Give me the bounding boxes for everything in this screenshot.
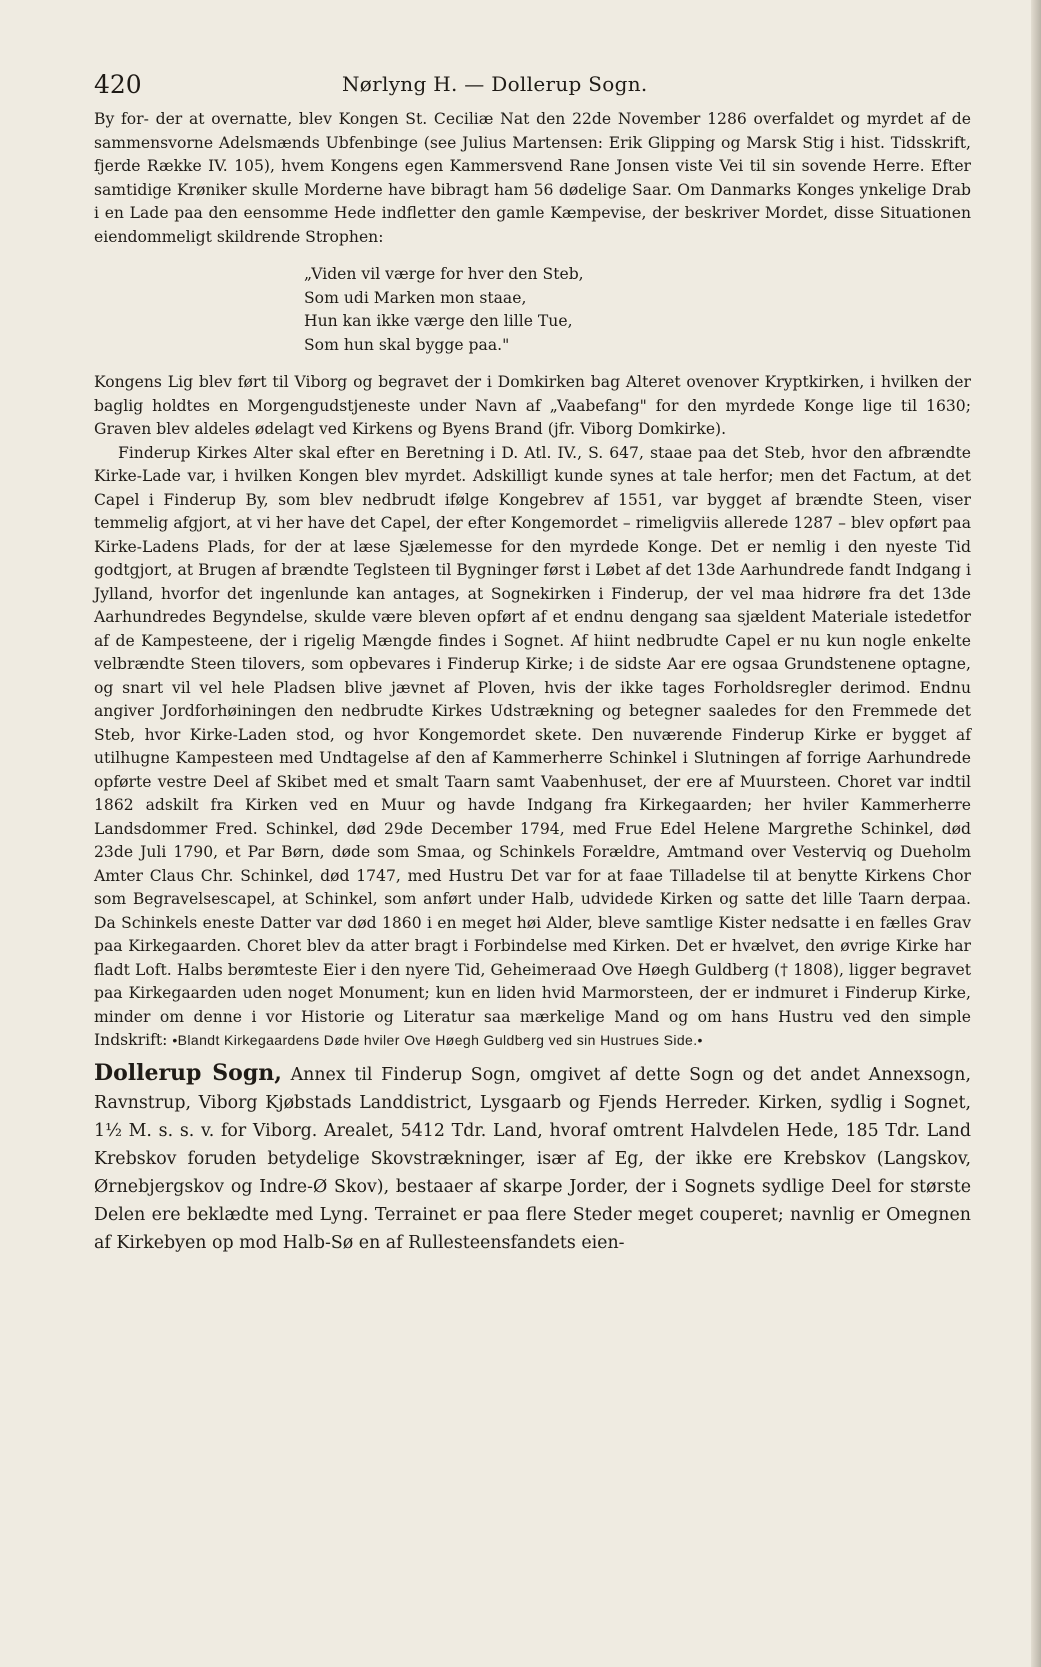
memorial-inscription-text: Blandt Kirkegaardens Døde hviler Ove Høegh Guldberg ved sin Hustrues Side. (177, 1032, 698, 1048)
body-text (94, 108, 971, 1053)
ballad-line: Som udi Marken mon staae, (304, 288, 527, 307)
dollerup-parish-entry (94, 1059, 971, 1257)
section-title: Dollerup Sogn, (94, 1059, 282, 1086)
page-number: 420 (94, 70, 142, 99)
running-head: Nørlyng H. — Dollerup Sogn. (342, 72, 648, 96)
dollerup-parish-text: Annex til Finderup Sogn, omgivet af dette Sogn og det andet Annexsogn, Ravnstrup, Viborg Kjøbstads Landdistrict, Lysgaarb og Fjends Herreder. Kirken, sydlig i Sognet, 1½ M. s. s. v. for Viborg. Arealet, 5412 Tdr. Land, hvoraf omtrent Halvdelen Hede, 185 Tdr. Land Krebskov foruden betydelige Skovstrækninger, især af Eg, der ikke ere Krebskov (Langskov, Ørnebjergskov og Indre-Ø Skov), bestaaer af skarpe Jorder, der i Sognets sydlige Deel for største Delen ere beklædte med Lyng. Terrainet er paa flere Steder meget couperet; navnlig er Omegnen af Kirkebyen op mod Halb-Sø en af Rullesteensfandets eien- (94, 1064, 971, 1253)
finderup-church-text: Finderup Kirkes Alter skal efter en Beretning i D. Atl. IV., S. 647, staae paa det Steb, hvor den afbrændte Kirke-Lade var, i hvilken Kongen blev myrdet. Adskilligt kunde synes at tale herfor; men det Factum, at det Capel i Finderup By, som blev nedbrudt ifølge Kongebrev af 1551, var bygget af brændte Steen, viser temmelig afgjort, at vi her have det Capel, der efter Kongemordet – rimeligviis allerede 1287 – blev opført paa Kirke-Ladens Plads, for der at læse Sjælemesse for den myrdede Konge. Det er nemlig i den nyeste Tid godtgjort, at Brugen af brændte Teglsteen til Bygninger først i Løbet af det 13de Aarhundrede fandt Indgang i Jylland, hvorfor det ingenlunde kan antages, at Sognekirken i Finderup, der vel maa hidrøre fra det 13de Aarhundredes Begyndelse, skulde være bleven opført af et endnu dengang saa sjældent Materiale istedetfor af de Kampesteene, der i rigelig Mængde findes i Sognet. Af hiint nedbrudte Capel er nu kun nogle enkelte velbrændte Steen tilovers, som opbevares i Finderup Kirke; i de sidste Aar ere ogsaa Grundstenene optagne, og snart vil vel hele Pladsen blive jævnet af Ploven, hvis der ikke tages Forholdsregler derimod. Endnu angiver Jordforhøiningen den nedbrudte Kirkes Udstrækning og betegner saaledes for den Fremmede det Steb, hvor Kirke-Laden stod, og hvor Kongemordet skete. Den nuværende Finderup Kirke er bygget af utilhugne Kampesteen med Undtagelse af den af Kammerherre Schinkel i Slutningen af forrige Aarhundrede opførte vestre Deel af Skibet med et smalt Taarn samt Vaabenhuset, der ere af Muursteen. Choret var indtil 1862 adskilt fra Kirken ved en Muur og havde Indgang fra Kirkegaarden; her hviler Kammerherre Landsdommer Fred. Schinkel, død 29de December 1794, med Frue Edel Helene Margrethe Schinkel, død 23de Juli 1790, et Par Børn, døde som Smaa, og Schinkels Forældre, Amtmand over Vesterviq og Dueholm Amter Claus Chr. Schinkel, død 1747, med Hustru Det var for at faae Tilladelse til at benytte Kirkens Chor som Begravelsescapel, at Schinkel, som anført under Halb, udvidede Kirken og satte det lille Taarn derpaa. Da Schinkels eneste Datter var død 1860 i en meget høi Alder, bleve samtlige Kister nedsatte i en fælles Grav paa Kirkegaarden. Choret blev da atter bragt i Forbindelse med Kirken. Det er hvælvet, den øvrige Kirke har fladt Loft. Halbs berømteste Eier i den nyere Tid, Geheimeraad Ove Høegh Guldberg († 1808), ligger begravet paa Kirkegaarden uden noget Monument; kun en liden hvid Marmorsteen, der er indmuret i Finderup Kirke, minder om denne i vor Historie og Literatur saa mærkelige Mand og om hans Hustru ved den simple Indskrift: (94, 443, 971, 1049)
page-edge-shadow (1031, 0, 1041, 1667)
ballad-line: Som hun skal bygge paa." (304, 335, 510, 354)
ballad-line: „Viden vil værge for hver den Steb, (304, 265, 584, 283)
ballad-stanza (304, 263, 971, 357)
paragraph-murder-account: By for- der at overnatte, blev Kongen St. Ceciliæ Nat den 22de November 1286 overfaldet og myrdet af de sammensvorne Adelsmænds Ubfenbinge (see Julius Martensen: Erik Glipping og Marsk Stig i hist. Tidsskrift, fjerde Række IV. 105), hvem Kongens egen Kammersvend Rane Jonsen viste Vei til sin sovende Herre. Efter samtidige Krøniker skulle Morderne have bibragt ham 56 dødelige Saar. Om Danmarks Konges ynkelige Drab i en Lade paa den eensomme Hede indfletter den gamle Kæmpevise, der beskriver Mordet, disse Situationen eiendommeligt skildrende Strophen: (94, 110, 971, 246)
ballad-line: Hun kan ikke værge den lille Tue, (304, 312, 573, 330)
page-header (94, 70, 971, 108)
paragraph-finderup-church (94, 442, 971, 1053)
paragraph-burial: Kongens Lig blev ført til Viborg og begravet der i Domkirken bag Alteret ovenover Kryptkirken, i hvilken der baglig holdtes en Morgengudstjeneste under Navn af „Vaabefang" for den myrdede Konge lige til 1630; Graven blev aldeles ødelagt ved Kirkens og Byens Brand (jfr. Viborg Domkirke). (94, 373, 971, 438)
memorial-inscription: •Blandt Kirkegaardens Døde hviler Ove Høegh Guldberg ved sin Hustrues Side.• (172, 1032, 703, 1048)
